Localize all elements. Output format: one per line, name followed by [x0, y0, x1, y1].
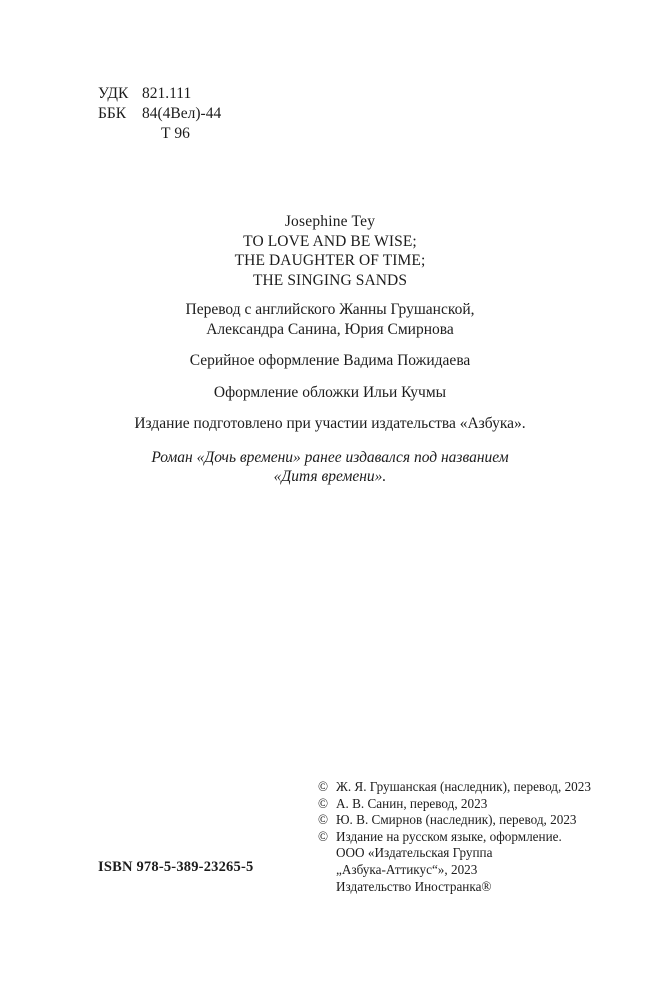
- series-design-credit: Серийное оформление Вадима Пожидаева: [189, 352, 471, 369]
- cutter-row: [98, 124, 221, 144]
- copyright-symbol: ©: [318, 828, 329, 844]
- participation-note: Издание подготовлено при участии издательства «Азбука».: [134, 415, 526, 432]
- translators-line-2: Александра Санина, Юрия Смирнова: [206, 320, 454, 338]
- publisher-line: [318, 845, 591, 862]
- publisher-line-2: „Азбука-Аттикус“», 2023: [336, 861, 478, 877]
- note-line-1: Роман «Дочь времени» ранее издавался под названием: [151, 448, 509, 466]
- copyright-line: Издание на русском языке, оформление.: [336, 828, 562, 844]
- udk-row: [98, 84, 221, 104]
- copyright-row: [318, 812, 591, 829]
- copyright-row: [318, 829, 591, 846]
- original-title-3: THE SINGING SANDS: [252, 271, 408, 289]
- original-title-block: [120, 212, 540, 290]
- original-title-1: TO LOVE AND BE WISE;: [243, 232, 417, 250]
- copyright-row: [318, 796, 591, 813]
- bbk-row: [98, 104, 221, 124]
- publisher-line: [318, 879, 591, 896]
- copyright-row: [318, 779, 591, 796]
- copyright-line: Ю. В. Смирнов (наследник), перевод, 2023: [336, 812, 577, 828]
- copyright-symbol: ©: [318, 812, 329, 828]
- copyright-line: А. В. Санин, перевод, 2023: [336, 795, 488, 811]
- translators-credit: [120, 300, 540, 339]
- earlier-title-note: [120, 448, 540, 487]
- copyright-block: [318, 779, 591, 895]
- isbn: ISBN 978-5-389-23265-5: [98, 859, 254, 875]
- original-author: Josephine Tey: [284, 213, 376, 230]
- translators-line-1: Перевод с английского Жанны Грушанской,: [185, 301, 475, 318]
- cutter-code: Т 96: [161, 125, 190, 142]
- udk-value: 821.111: [142, 85, 192, 102]
- publisher-line-1: ООО «Издательская Группа: [336, 845, 493, 861]
- bbk-value: 84(4Вел)-44: [142, 105, 222, 122]
- copyright-symbol: ©: [318, 795, 329, 811]
- classification-codes: [98, 84, 221, 144]
- publisher-line: [318, 862, 591, 879]
- note-line-2: «Дитя времени».: [273, 468, 387, 485]
- cover-design-credit: Оформление обложки Ильи Кучмы: [213, 383, 447, 401]
- title-credits-block: [120, 212, 540, 487]
- copyright-line: Ж. Я. Грушанская (наследник), перевод, 2023: [336, 779, 591, 794]
- copyright-symbol: ©: [318, 779, 329, 794]
- publisher-line-3: Издательство Иностранка®: [336, 878, 492, 894]
- bbk-label: ББК: [98, 105, 127, 122]
- original-title-2: THE DAUGHTER OF TIME;: [234, 252, 426, 269]
- udk-label: УДК: [98, 85, 129, 102]
